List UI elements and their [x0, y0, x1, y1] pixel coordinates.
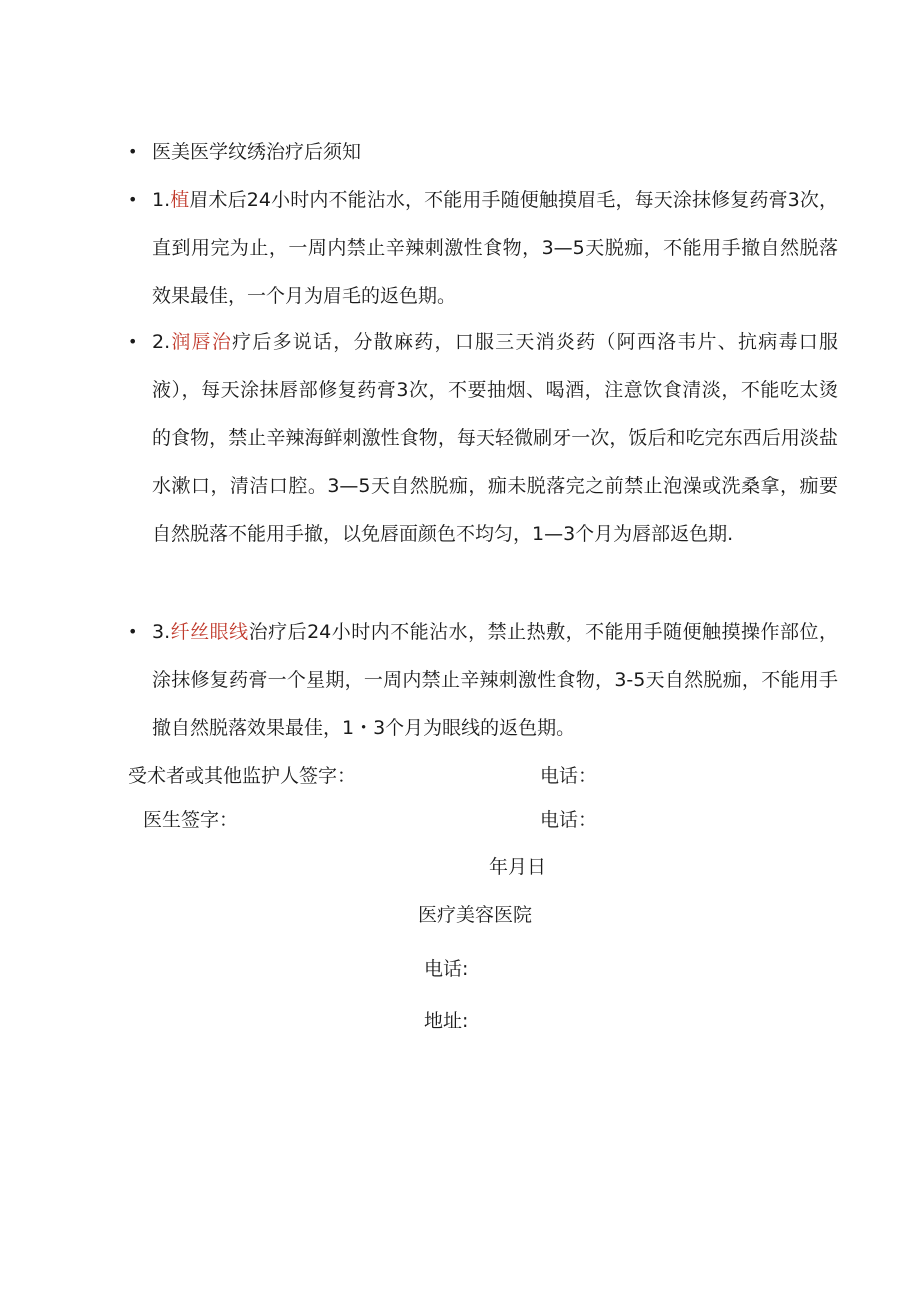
item-number: 3. — [152, 621, 171, 643]
doctor-phone-label: 电话： — [540, 809, 598, 831]
bullet-icon: • — [128, 142, 138, 161]
item-number: 2. — [152, 331, 171, 353]
document-title-row — [128, 128, 838, 176]
hospital-name: 医疗美容医院 — [418, 904, 533, 926]
patient-signature-label: 受术者或其他监护人签字： — [128, 765, 357, 787]
item-body: 眉术后24小时内不能沾水，不能用手随便触摸眉毛，每天涂抹修复药膏3次，直到用完为止，一周内禁止辛辣刺激性食物，3—5天脱痂，不能用手撤自然脱落效果最佳，一个月为眉毛的返色期。 — [152, 189, 838, 307]
document-title: 医美医学纹绣治疗后须知 — [152, 141, 362, 163]
bullet-icon: • — [128, 622, 138, 641]
bullet-icon: • — [128, 332, 138, 351]
hospital-address-label: 地址: — [424, 1010, 469, 1032]
bullet-icon: • — [128, 190, 138, 209]
date-label: 年月日 — [489, 856, 547, 878]
patient-phone-label: 电话： — [540, 765, 598, 787]
instruction-text — [152, 176, 838, 320]
instruction-item-eyeliner — [128, 608, 838, 752]
hospital-phone-label: 电话: — [424, 958, 469, 980]
instruction-text — [152, 608, 838, 752]
item-body: 疗后多说话，分散麻药，口服三天消炎药（阿西洛韦片、抗病毒口服液），每天涂抹唇部修复药膏3次，不要抽烟、喝酒，注意饮食清淡，不能吃太烫的食物，禁止辛辣海鲜刺激性食物，每天轻微刷牙一次，饭后和吃完东西后用淡盐水漱口，清洁口腔。3—5天自然脱痂，痂未脱落完之前禁止泡澡或洗桑拿，痂要自然脱落不能用手撤，以免唇面颜色不均匀，1—3个月为唇部返色期. — [152, 331, 838, 545]
highlight-term: 纤丝眼线 — [170, 621, 249, 643]
instruction-item-lip — [128, 318, 838, 558]
item-number: 1. — [152, 189, 171, 211]
instruction-item-eyebrow — [128, 176, 838, 320]
highlight-term: 润唇治 — [170, 331, 233, 353]
item-body: 治疗后24小时内不能沾水，禁止热敷，不能用手随便触摸操作部位，涂抹修复药膏一个星期，一周内禁止辛辣刺激性食物，3-5天自然脱痂，不能用手撤自然脱落效果最佳，1・3个月为眼线的返色期。 — [152, 621, 838, 739]
highlight-term: 植 — [170, 189, 190, 211]
instruction-text — [152, 318, 838, 558]
doctor-signature-label: 医生签字： — [143, 809, 239, 831]
